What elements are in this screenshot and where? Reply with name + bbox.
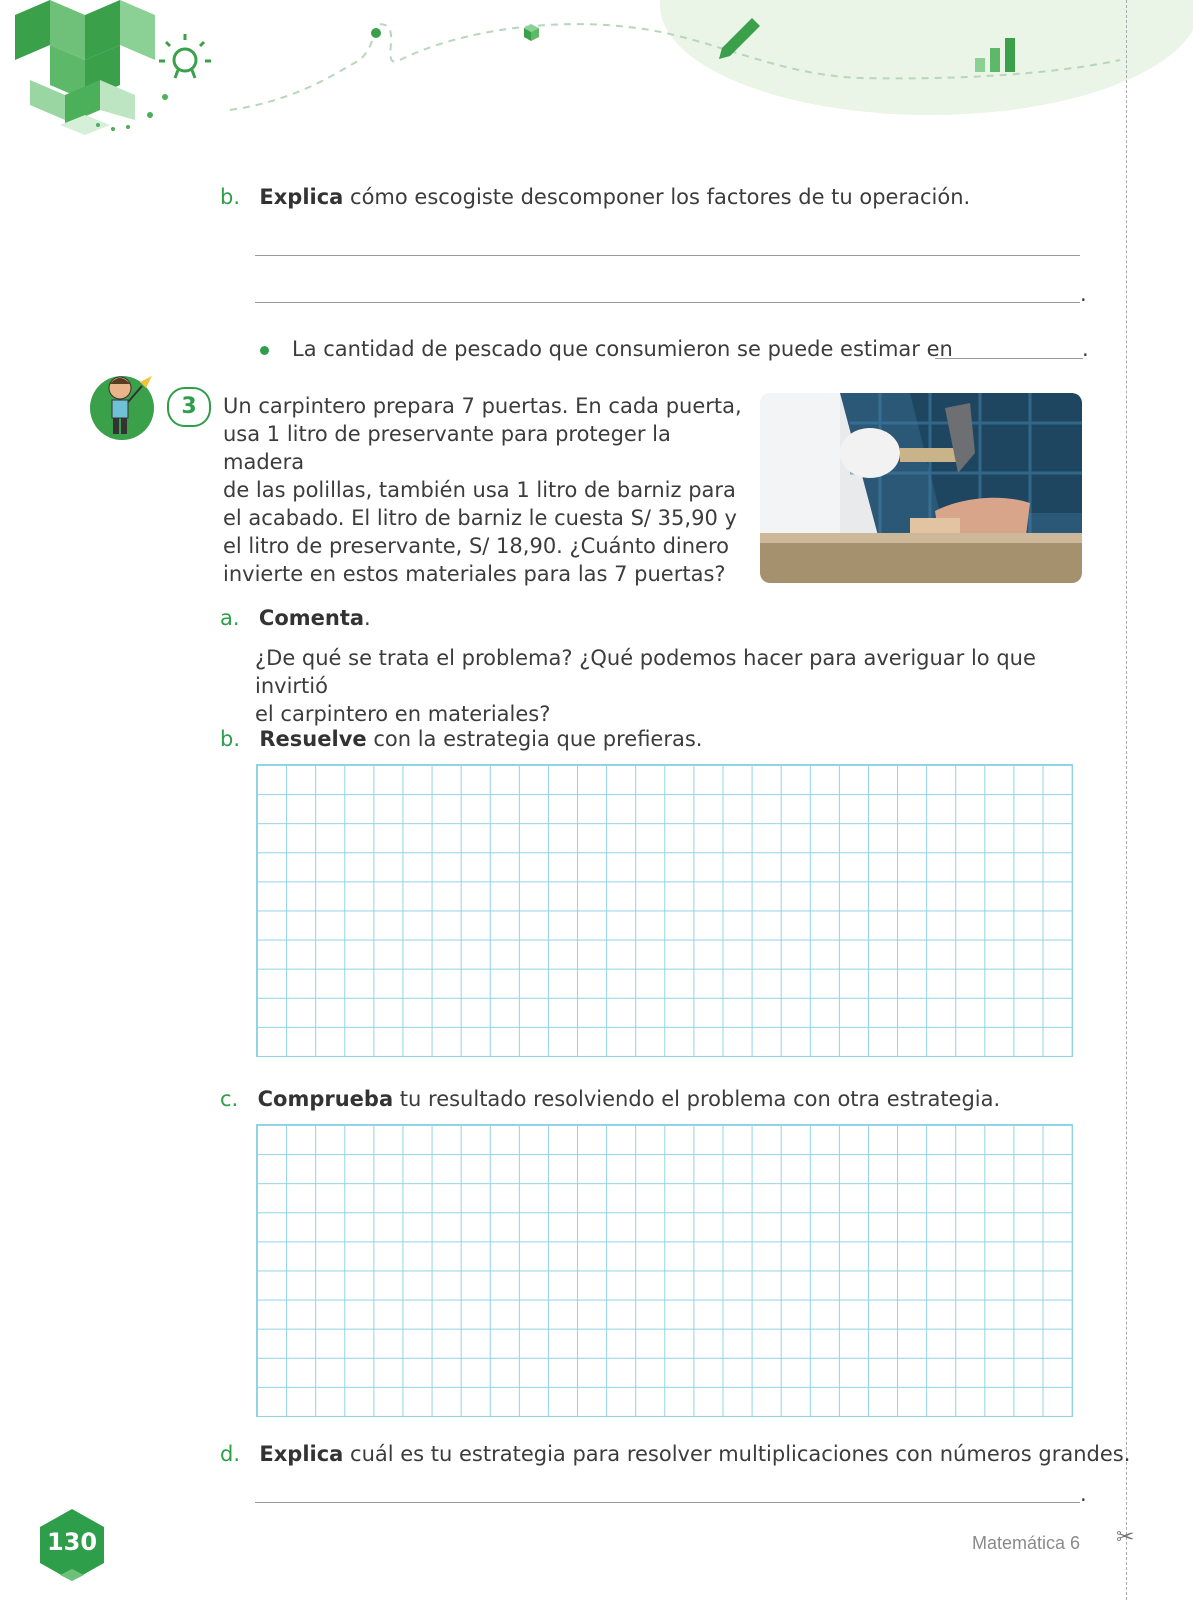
- student-avatar: [86, 368, 166, 448]
- cut-line: [1126, 0, 1127, 1600]
- question-line: ¿De qué se trata el problema? ¿Qué podemos hacer para averiguar lo que invirtió: [255, 646, 1036, 698]
- carpenter-photo: [760, 393, 1082, 583]
- item-keyword: Explica: [259, 1442, 344, 1466]
- cube-stack-icon: [15, 0, 155, 135]
- item-keyword: Resuelve: [259, 727, 367, 751]
- problem-statement: [223, 392, 743, 588]
- item-text: con la estrategia que prefieras.: [366, 727, 703, 751]
- answer-line[interactable]: [255, 255, 1080, 256]
- problem-number-badge: 3: [167, 387, 211, 427]
- item-b: [220, 725, 702, 753]
- problem-line: usa 1 litro de preservante para proteger la madera: [223, 422, 671, 474]
- item-keyword: Comenta: [258, 606, 365, 630]
- item-letter: a.: [220, 606, 240, 630]
- scissors-icon: ✂: [1116, 1525, 1135, 1550]
- question-line: el carpintero en materiales?: [255, 702, 551, 726]
- item-text: cuál es tu estrategia para resolver multiplicaciones con números grandes.: [343, 1442, 1131, 1466]
- bullet-label: La cantidad de pescado que consumieron se puede estimar en: [292, 337, 953, 361]
- lightbulb-icon: [159, 34, 211, 78]
- book-title: Matemática 6: [971, 1533, 1080, 1553]
- item-d: [220, 1440, 1130, 1468]
- item-letter: b.: [220, 727, 241, 751]
- problem-line: de las polillas, también usa 1 litro de barniz para: [223, 478, 736, 502]
- answer-line[interactable]: [255, 1502, 1080, 1503]
- work-grid-check[interactable]: [256, 1124, 1073, 1417]
- item-letter: c.: [220, 1087, 239, 1111]
- item-keyword: Comprueba: [257, 1087, 394, 1111]
- item-text: cómo escogiste descomponer los factores de tu operación.: [343, 185, 971, 209]
- estimate-blank[interactable]: [935, 358, 1083, 359]
- answer-line-period: .: [1080, 282, 1087, 306]
- answer-line[interactable]: [255, 302, 1080, 303]
- item-text: tu resultado resolviendo el problema con otra estrategia.: [393, 1087, 1001, 1111]
- item-a-question: [255, 644, 1105, 728]
- prev-item-b: [220, 183, 1100, 211]
- item-a: [220, 604, 371, 632]
- item-letter: b.: [220, 185, 241, 209]
- item-letter: d.: [220, 1442, 241, 1466]
- item-keyword: Explica: [259, 185, 344, 209]
- work-grid-resolve[interactable]: [256, 764, 1073, 1057]
- problem-line: el litro de preservante, S/ 18,90. ¿Cuánto dinero: [223, 534, 729, 558]
- problem-line: Un carpintero prepara 7 puertas. En cada puerta,: [223, 394, 742, 418]
- problem-line: invierte en estos materiales para las 7 puertas?: [223, 562, 726, 586]
- bullet-dot: [260, 346, 269, 355]
- bullet-text: [292, 335, 953, 363]
- page-number: 130: [46, 1528, 98, 1556]
- bullet-period: .: [1082, 337, 1089, 361]
- header-decoration: [0, 0, 1193, 150]
- item-c: [220, 1085, 1000, 1113]
- item-text: .: [364, 606, 371, 630]
- problem-line: el acabado. El litro de barniz le cuesta S/ 35,90 y: [223, 506, 737, 530]
- answer-line-period: .: [1080, 1482, 1087, 1506]
